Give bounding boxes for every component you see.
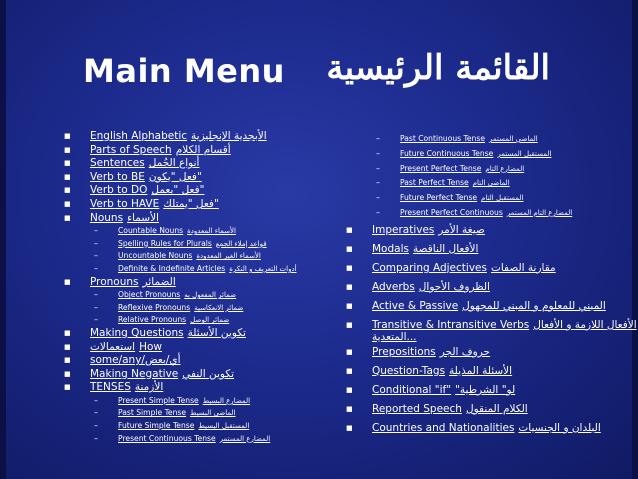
menu-item-pronouns[interactable]: ■ Pronouns الضمائر: [64, 276, 344, 290]
submenu-item-past-simple[interactable]: – Past Simple Tense الماضي البسيط: [64, 407, 344, 420]
right-menu-list: [346, 132, 637, 438]
menu-item-making-questions[interactable]: ■ Making Questions تكوين الأسئلة: [64, 327, 344, 341]
menu-item-comparing-adjectives[interactable]: ■ Comparing Adjectives مقارنة الصفات: [346, 259, 616, 278]
menu-item-tenses[interactable]: ■ TENSES الأزمنة: [64, 381, 344, 395]
submenu-item-countable-nouns[interactable]: – Countable Nouns الأسماء المعدودة: [64, 225, 344, 238]
right-menu-column: [346, 132, 637, 438]
menu-item-parts-of-speech[interactable]: ■ Parts of Speech أقسام الكلام: [64, 144, 344, 158]
left-menu-column: [64, 130, 344, 445]
submenu-item-future-continuous[interactable]: – Future Continuous Tense المستقبل المستمر: [346, 147, 616, 162]
menu-item-active-passive[interactable]: ■ Active & Passive المبني للمعلوم و المبني للمجهول: [346, 297, 616, 316]
menu-item-how[interactable]: ■ استعمالات How: [64, 341, 344, 355]
submenu-item-articles[interactable]: – Definite & Indefinite Articles أدوات التعريف و النكرة: [64, 263, 344, 276]
submenu-item-future-simple[interactable]: – Future Simple Tense المستقبل البسيط: [64, 420, 344, 433]
menu-item-transitive-intransitive[interactable]: ■ Transitive & Intransitive Verbs الأفعال اللازمة و الأفعال المتعدية...: [346, 316, 616, 343]
menu-item-english-alphabetic[interactable]: ■ English Alphabetic الأبجدية الإنجليزية: [64, 130, 344, 144]
submenu-item-reflexive-pronouns[interactable]: – Reflexive Pronouns ضمائر الانعكاسية: [64, 302, 344, 315]
menu-item-adverbs[interactable]: ■ Adverbs الظروف الأحوال: [346, 278, 616, 297]
submenu-item-present-perfect[interactable]: – Present Perfect Tense المضارع التام: [346, 162, 616, 177]
left-menu-list: [64, 130, 344, 445]
submenu-item-present-simple[interactable]: – Present Simple Tense المضارع البسيط: [64, 395, 344, 408]
menu-item-verb-to-have[interactable]: ■ Verb to HAVE فعل "يمتلك": [64, 198, 344, 212]
menu-item-modals[interactable]: ■ Modals الأفعال الناقصة: [346, 240, 616, 259]
menu-item-reported-speech[interactable]: ■ Reported Speech الكلام المنقول: [346, 400, 616, 419]
menu-item-countries-nationalities[interactable]: ■ Countries and Nationalities البلدان و الجنسيات: [346, 419, 616, 438]
menu-item-verb-to-be[interactable]: ■ Verb to BE فعل "يكون": [64, 171, 344, 185]
menu-item-prepositions[interactable]: ■ Prepositions حروف الجر: [346, 343, 616, 362]
menu-item-conditional-if[interactable]: ■ Conditional "if" "لو" الشرطية: [346, 381, 616, 400]
transitive-arabic-continuation[interactable]: المتعدية...: [372, 330, 417, 343]
menu-item-question-tags[interactable]: ■ Question-Tags الأسئلة المذيلة: [346, 362, 616, 381]
submenu-item-object-pronouns[interactable]: – Object Pronouns ضمائر المفعول به: [64, 289, 344, 302]
page-title-arabic: القائمة الرئيسية: [326, 48, 550, 88]
menu-item-sentences[interactable]: ■ Sentences أنواع الجُمل: [64, 157, 344, 171]
submenu-item-present-perfect-continuous[interactable]: – Present Perfect Continuous المضارع التام المستمر: [346, 206, 616, 221]
submenu-item-relative-pronouns[interactable]: – Relative Pronouns ضمائر الوصل: [64, 314, 344, 327]
submenu-item-past-perfect[interactable]: – Past Perfect Tense الماضي التام: [346, 176, 616, 191]
submenu-item-spelling-rules-plurals[interactable]: – Spelling Rules for Plurals قواعد إملاء الجمع: [64, 238, 344, 251]
page-title-english: Main Menu: [83, 52, 285, 90]
submenu-item-uncountable-nouns[interactable]: – Uncountable Nouns الأسماء الغير المعدودة: [64, 250, 344, 263]
submenu-item-future-perfect[interactable]: – Future Perfect Tense المستقبل التام: [346, 191, 616, 206]
menu-item-imperatives[interactable]: ■ Imperatives صيغة الأمر: [346, 221, 616, 240]
menu-item-some-any[interactable]: ■ some/any/أي/بعض: [64, 354, 344, 368]
menu-item-verb-to-do[interactable]: ■ Verb to DO فعل "يعمل": [64, 184, 344, 198]
menu-item-nouns[interactable]: ■ Nouns الأسماء: [64, 212, 344, 226]
submenu-item-present-continuous[interactable]: – Present Continuous Tense المضارع المستمر: [64, 433, 344, 446]
submenu-item-past-continuous[interactable]: – Past Continuous Tense الماضي المستمر: [346, 132, 616, 147]
menu-item-making-negative[interactable]: ■ Making Negative تكوين النفي: [64, 368, 344, 382]
